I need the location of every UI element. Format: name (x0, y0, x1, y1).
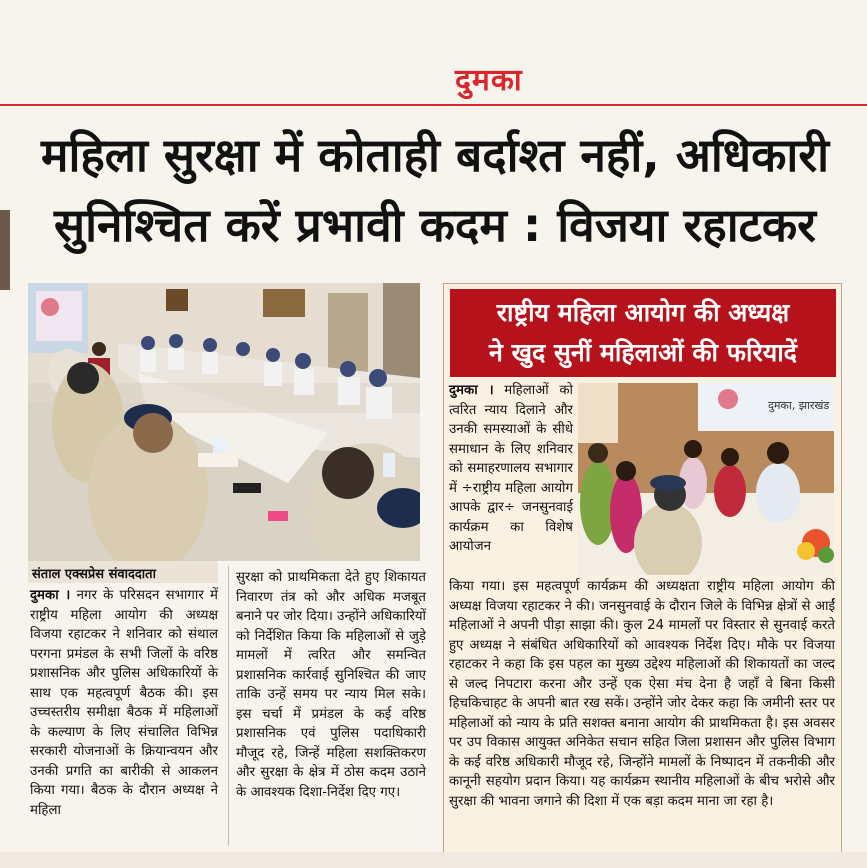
page-headline (20, 120, 850, 260)
left-article-column-1 (30, 586, 218, 846)
sidebar-lead-text: महिलाओं को त्वरित न्याय दिलाने और उनकी समस्याओं के सीधे समाधान के लिए शनिवार को समाहरणालय सभागार में ÷राष्ट्रीय महिला आयोग आपके द्वार÷ जनसुनवाई कार्यक्रम का विशेष आयोजन (449, 383, 573, 554)
hearing-photo-illustration (578, 383, 834, 575)
sidebar-heading-line-2: ने खुद सुनीं महिलाओं की फरियादें (489, 338, 797, 367)
sidebar-heading-line-1: राष्ट्रीय महिला आयोग की अध्यक्ष (496, 298, 790, 327)
adjacent-page-edge (0, 210, 10, 290)
hearing-photo (578, 383, 834, 575)
sidebar-article-body: किया गया। इस महत्वपूर्ण कार्यक्रम की अध्यक्षता राष्ट्रीय महिला आयोग की अध्यक्ष विजया रहाटकर ने की। जनसुनवाई के दौरान जिले के विभिन्न क्षेत्रों से आईं महिलाओं ने अपनी पीड़ा साझा की। कुल 24 मामलों पर विस्तार से सुनवाई करते हुए अध्यक्ष ने संबंधित अधिकारियों को आवश्यक निर्देश दिए। मौके पर विजया रहाटकर ने कहा कि इस पहल का मुख्य उद्देश्य महिलाओं की शिकायतों का जल्द से जल्द निपटारा करना और उन्हें एक ऐसा मंच देना है जहाँ वे बिना किसी हिचकिचाहट के अपनी बात रख सकें। उन्होंने जोर देकर कहा कि जमीनी स्तर पर महिलाओं को न्याय के प्रति सशक्त बनाना आयोग की प्राथमिकता है। इस अवसर पर उप विकास आयुक्त अनिकेत सचान सहित जिला प्रशासन और पुलिस विभाग के कई वरिष्ठ अधिकारी मौजूद रहे, जिन्होंने मामलों के निष्पादन में तकनीकी और कानूनी सहयोग प्रदान किया। यह कार्यक्रम स्थानीय महिलाओं के बीच भरोसे और सुरक्षा की भावना जगाने की दिशा में एक बड़ा कदम माना जा रहा है। (449, 579, 835, 809)
dateline: दुमका । (30, 588, 71, 603)
headline-line-2: सुनिश्चित करें प्रभावी कदम : विजया रहाटकर (54, 198, 816, 252)
section-rule (0, 104, 867, 106)
next-article-strip (0, 852, 867, 868)
left-article-column-2: सुरक्षा को प्राथमिकता देते हुए शिकायत निवारण तंत्र को और अधिक मजबूत बनाने पर जोर दिया। उन्होंने अधिकारियों को निर्देशित किया कि महिलाओं से जुड़े मामलों में त्वरित और समन्वित प्रशासनिक कार्रवाई सुनिश्चित की जाए ताकि उन्हें समय पर न्याय मिल सके। इस चर्चा में प्रमंडल के कई वरिष्ठ प्रशासनिक एवं पुलिस पदाधिकारी मौजूद रहे, जिन्हें महिला सशक्तिकरण और सुरक्षा के क्षेत्र में ठोस कदम उठाने के आवश्यक दिशा-निर्देश दिए गए। (236, 570, 426, 800)
section-tag: दुमका (455, 63, 523, 98)
left-article-text-1: नगर के परिसदन सभागार में राष्ट्रीय महिला आयोग की अध्यक्ष विजया रहाटकर ने शनिवार को संथाल परगना प्रमंडल के सभी जिलों के वरिष्ठ प्रशासनिक और पुलिस अधिकारियों के साथ एक महत्वपूर्ण बैठक की। इस उच्चस्तरीय समीक्षा बैठक में महिलाओं के कल्याण के लिए संचालित विभिन्न सरकारी योजनाओं के क्रियान्वयन और उनकी प्रगति का बारीकी से आकलन किया गया। बैठक के दौरान अध्यक्ष ने महिला (30, 588, 218, 818)
sidebar-article-heading (450, 289, 836, 377)
meeting-photo-illustration (28, 283, 420, 561)
headline-line-1: महिला सुरक्षा में कोताही बर्दाश्त नहीं, अधिकारी (40, 128, 830, 182)
sidebar-article-lead (449, 381, 573, 557)
column-divider (228, 566, 229, 846)
meeting-photo (28, 283, 420, 561)
byline: संताल एक्सप्रेस संवाददाता (32, 567, 156, 582)
sidebar-dateline: दुमका । (449, 383, 494, 398)
banner-text: दुमका, झारखंड (768, 399, 830, 412)
